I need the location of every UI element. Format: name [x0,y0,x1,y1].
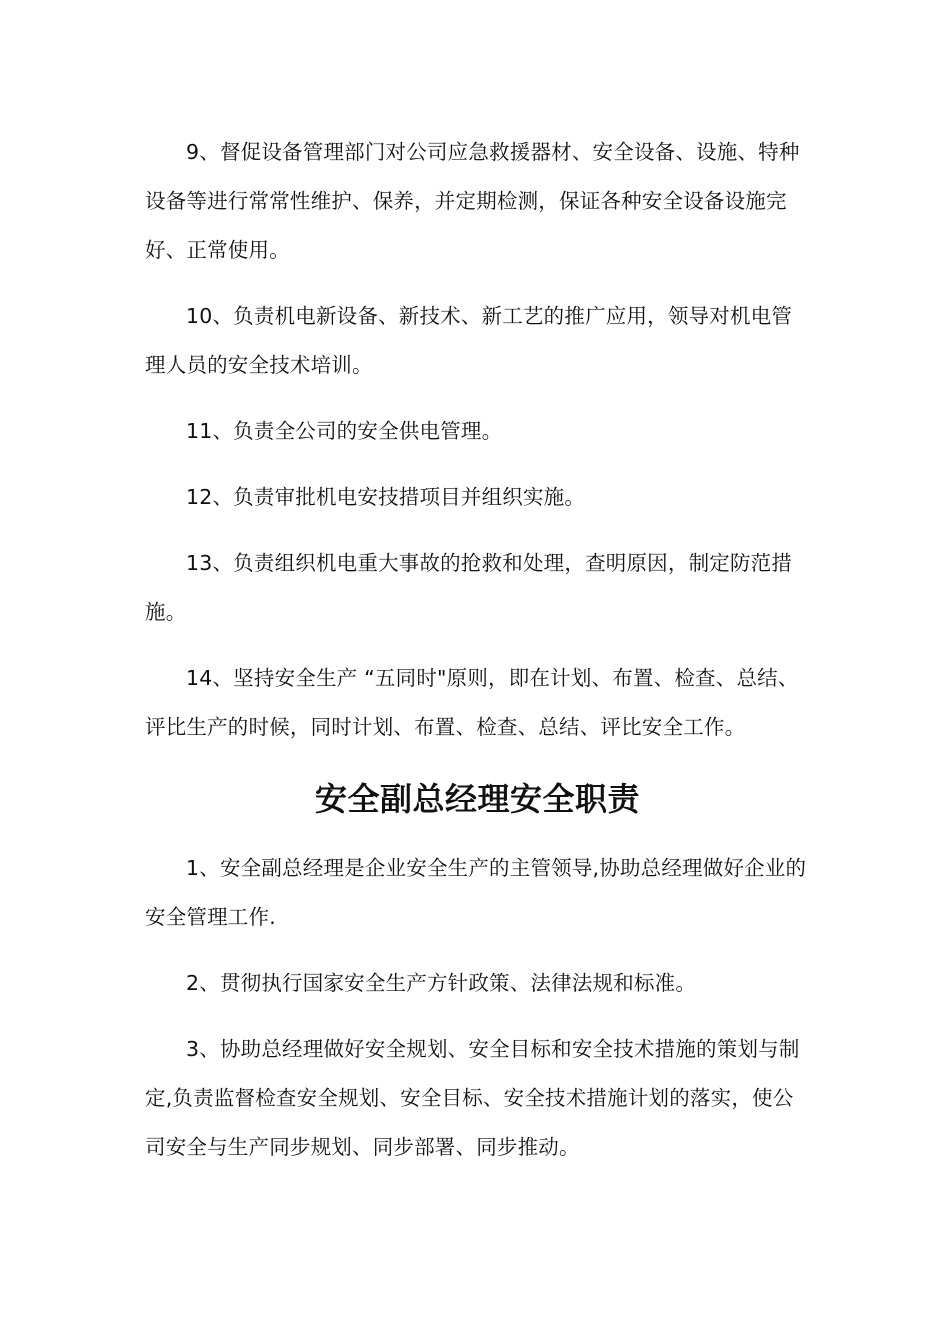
document-body [145,128,810,1189]
duty-item-14: 14、坚持安全生产 “五同时"原则，即在计划、布置、检查、总结、评比生产的时候，同时计划、布置、检查、总结、评比安全工作。 [145,666,799,739]
duty-item-10: 10、负责机电新设备、新技术、新工艺的推广应用，领导对机电管理人员的安全技术培训。 [145,304,793,377]
safety-duty-item-1: 1、安全副总经理是企业安全生产的主管领导,协助总经理做好企业的安全管理工作. [145,856,807,929]
section-title: 安全副总经理安全职责 [314,780,640,818]
duty-item-9: 9、督促设备管理部门对公司应急救援器材、安全设备、设施、特种设备等进行常常性维护、保养，并定期检测，保证各种安全设备设施完好、正常使用。 [145,140,800,262]
duty-item-12: 12、负责审批机电安技措项目并组织实施。 [186,485,586,509]
safety-duty-item-3: 3、协助总经理做好安全规划、安全目标和安全技术措施的策划与制定,负责监督检查安全规划、安全目标、安全技术措施计划的落实，使公司安全与生产同步规划、同步部署、同步推动。 [145,1037,800,1159]
safety-duty-item-2: 2、贯彻执行国家安全生产方针政策、法律法规和标准。 [186,971,697,995]
duty-item-13: 13、负责组织机电重大事故的抢救和处理，查明原因，制定防范措施。 [145,551,793,624]
duty-item-11: 11、负责全公司的安全供电管理。 [186,419,503,443]
